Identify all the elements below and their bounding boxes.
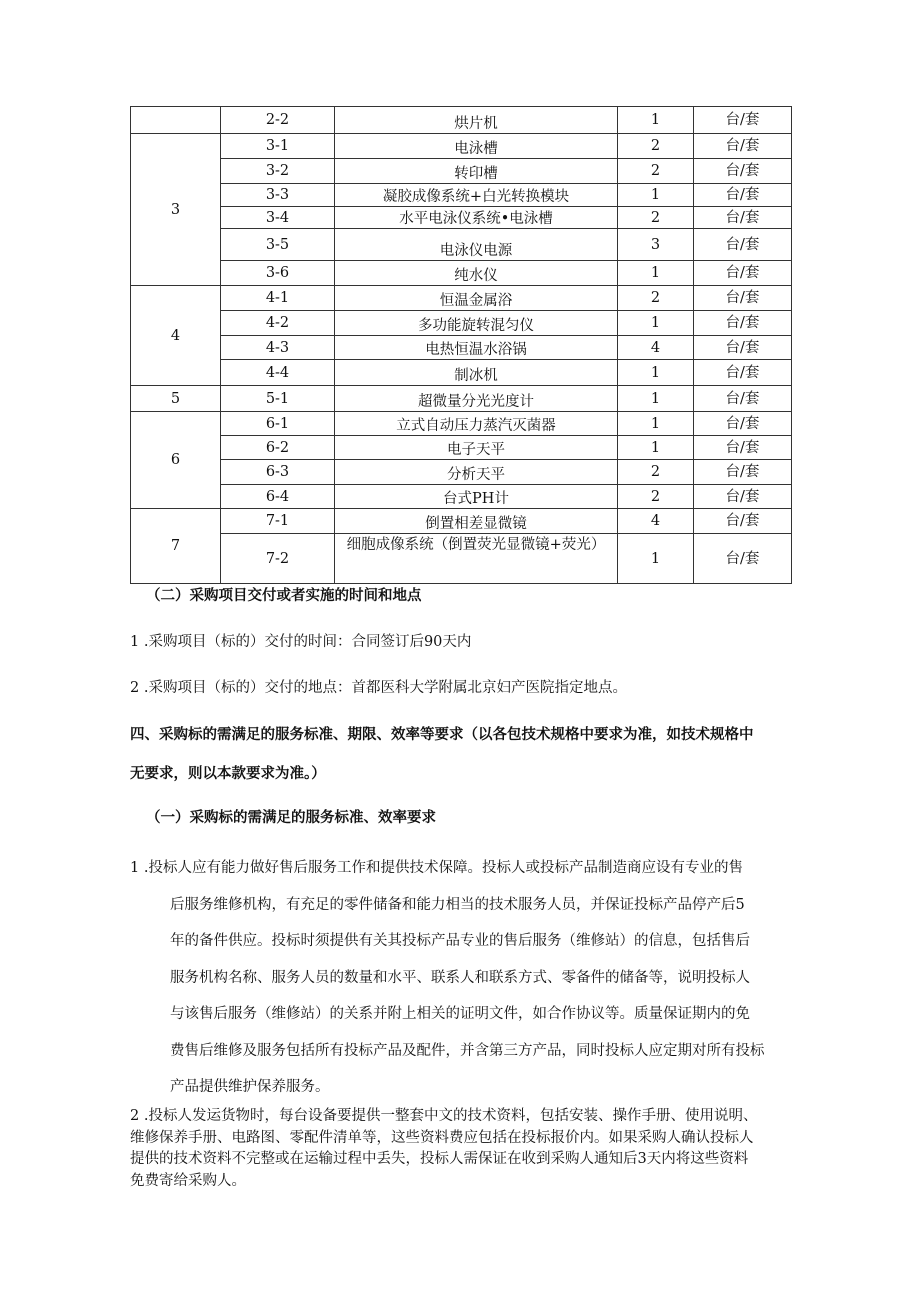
- code-cell: 3-3: [221, 184, 335, 207]
- qty-cell: 1: [618, 311, 694, 336]
- unit-cell: 台/套: [694, 485, 792, 509]
- name-cell: 电泳仪电源: [335, 229, 618, 261]
- name-cell: 电热恒温水浴锅: [335, 336, 618, 360]
- unit-cell: 台/套: [694, 336, 792, 360]
- delivery-time-item: 1 .采购项目（标的）交付的时间：合同签订后90天内: [130, 634, 472, 650]
- table-row: [131, 207, 792, 229]
- paragraph-line: 1 .投标人应有能力做好售后服务工作和提供技术保障。投标人或投标产品制造商应设有专业的售: [130, 860, 743, 876]
- group-cell: [131, 107, 221, 134]
- code-cell: 3-1: [221, 134, 335, 159]
- group-cell: 5: [131, 386, 221, 412]
- code-cell: 4-2: [221, 311, 335, 336]
- paragraph-line: 产品提供维护保养服务。: [170, 1079, 330, 1095]
- table-row: [131, 134, 792, 159]
- group-cell: 7: [131, 509, 221, 584]
- section-heading-service-cont: 无要求，则以本款要求为准。）: [130, 766, 326, 782]
- qty-cell: 3: [618, 229, 694, 261]
- group-cell: 6: [131, 412, 221, 509]
- table-row: [131, 107, 792, 134]
- code-cell: 4-1: [221, 286, 335, 311]
- table-row: [131, 261, 792, 286]
- qty-cell: 4: [618, 336, 694, 360]
- name-cell: 多功能旋转混匀仪: [335, 311, 618, 336]
- qty-cell: 2: [618, 286, 694, 311]
- qty-cell: 1: [618, 534, 694, 584]
- unit-cell: 台/套: [694, 412, 792, 436]
- code-cell: 4-4: [221, 360, 335, 386]
- table-row: [131, 534, 792, 584]
- paragraph-line: 与该售后服务（维修站）的关系并附上相关的证明文件，如合作协议等。质量保证期内的免: [170, 1006, 750, 1022]
- table-row: [131, 286, 792, 311]
- unit-cell: 台/套: [694, 460, 792, 485]
- code-cell: 3-2: [221, 159, 335, 184]
- qty-cell: 2: [618, 207, 694, 229]
- name-cell: 水平电泳仪系统•电泳槽: [335, 207, 618, 229]
- name-cell: 台式PH计: [335, 485, 618, 509]
- unit-cell: 台/套: [694, 134, 792, 159]
- table-row: [131, 436, 792, 460]
- paragraph-line: 免费寄给采购人。: [130, 1172, 246, 1189]
- code-cell: 6-4: [221, 485, 335, 509]
- name-cell: 电泳槽: [335, 134, 618, 159]
- code-cell: 7-1: [221, 509, 335, 534]
- table-row: [131, 460, 792, 485]
- code-cell: 3-4: [221, 207, 335, 229]
- table-row: [131, 229, 792, 261]
- name-cell: 分析天平: [335, 460, 618, 485]
- code-cell: 3-6: [221, 261, 335, 286]
- qty-cell: 2: [618, 159, 694, 184]
- table-row: [131, 412, 792, 436]
- name-cell: 倒置相差显微镜: [335, 509, 618, 534]
- name-cell: 转印槽: [335, 159, 618, 184]
- name-cell: 立式自动压力蒸汽灭菌器: [335, 412, 618, 436]
- documentation-paragraph: [130, 1106, 757, 1192]
- qty-cell: 2: [618, 460, 694, 485]
- name-cell: 烘片机: [335, 107, 618, 134]
- table-row: [131, 311, 792, 336]
- qty-cell: 1: [618, 412, 694, 436]
- unit-cell: 台/套: [694, 184, 792, 207]
- unit-cell: 台/套: [694, 311, 792, 336]
- group-cell: 4: [131, 286, 221, 386]
- name-cell: 电子天平: [335, 436, 618, 460]
- name-cell: 细胞成像系统（倒置荧光显微镜+荧光）: [335, 534, 618, 584]
- after-sales-paragraph: [130, 850, 765, 1106]
- qty-cell: 2: [618, 134, 694, 159]
- code-cell: 3-5: [221, 229, 335, 261]
- unit-cell: 台/套: [694, 534, 792, 584]
- table-row: [131, 509, 792, 534]
- paragraph-line: 2 .投标人发运货物时，每台设备要提供一整套中文的技术资料，包括安装、操作手册、使用说明、: [130, 1108, 758, 1124]
- unit-cell: 台/套: [694, 159, 792, 184]
- qty-cell: 1: [618, 360, 694, 386]
- table-row: [131, 184, 792, 207]
- unit-cell: 台/套: [694, 286, 792, 311]
- table-row: [131, 360, 792, 386]
- name-cell: 制冰机: [335, 360, 618, 386]
- table-row: [131, 485, 792, 509]
- name-cell: 恒温金属浴: [335, 286, 618, 311]
- paragraph-line: 维修保养手册、电路图、零配件清单等，这些资料费应包括在投标报价内。如果采购人确认投标人: [130, 1129, 754, 1146]
- unit-cell: 台/套: [694, 386, 792, 412]
- sub-heading-service-standard: （一）采购标的需满足的服务标准、效率要求: [146, 810, 436, 826]
- name-cell: 纯水仪: [335, 261, 618, 286]
- qty-cell: 1: [618, 184, 694, 207]
- paragraph-line: 提供的技术资料不完整或在运输过程中丢失，投标人需保证在收到采购人通知后3天内将这些资料: [130, 1151, 749, 1167]
- qty-cell: 4: [618, 509, 694, 534]
- qty-cell: 1: [618, 261, 694, 286]
- equipment-table: [130, 106, 792, 584]
- code-cell: 2-2: [221, 107, 335, 134]
- unit-cell: 台/套: [694, 207, 792, 229]
- code-cell: 5-1: [221, 386, 335, 412]
- paragraph-line: 费售后维修及服务包括所有投标产品及配件，并含第三方产品，同时投标人应定期对所有投标: [170, 1042, 765, 1059]
- group-cell: 3: [131, 134, 221, 286]
- name-cell: 凝胶成像系统+白光转换模块: [335, 184, 618, 207]
- unit-cell: 台/套: [694, 229, 792, 261]
- unit-cell: 台/套: [694, 509, 792, 534]
- code-cell: 6-2: [221, 436, 335, 460]
- code-cell: 7-2: [221, 534, 335, 584]
- unit-cell: 台/套: [694, 436, 792, 460]
- qty-cell: 1: [618, 436, 694, 460]
- paragraph-line: 后服务维修机构，有充足的零件储备和能力相当的技术服务人员，并保证投标产品停产后5: [170, 896, 745, 913]
- code-cell: 6-3: [221, 460, 335, 485]
- paragraph-line: 年的备件供应。投标时须提供有关其投标产品专业的售后服务（维修站）的信息，包括售后: [170, 933, 750, 949]
- paragraph-line: 服务机构名称、服务人员的数量和水平、联系人和联系方式、零备件的储备等，说明投标人: [170, 969, 750, 986]
- qty-cell: 2: [618, 485, 694, 509]
- delivery-location-item: 2 .采购项目（标的）交付的地点：首都医科大学附属北京妇产医院指定地点。: [130, 680, 627, 696]
- unit-cell: 台/套: [694, 261, 792, 286]
- qty-cell: 1: [618, 386, 694, 412]
- section-heading-service: 四、采购标的需满足的服务标准、期限、效率等要求（以各包技术规格中要求为准，如技术规格中: [130, 727, 754, 743]
- qty-cell: 1: [618, 107, 694, 134]
- table-row: [131, 159, 792, 184]
- table-row: [131, 386, 792, 412]
- table-row: [131, 336, 792, 360]
- section-heading-delivery: （二）采购项目交付或者实施的时间和地点: [146, 588, 422, 604]
- name-cell: 超微量分光光度计: [335, 386, 618, 412]
- code-cell: 6-1: [221, 412, 335, 436]
- code-cell: 4-3: [221, 336, 335, 360]
- unit-cell: 台/套: [694, 360, 792, 386]
- unit-cell: 台/套: [694, 107, 792, 134]
